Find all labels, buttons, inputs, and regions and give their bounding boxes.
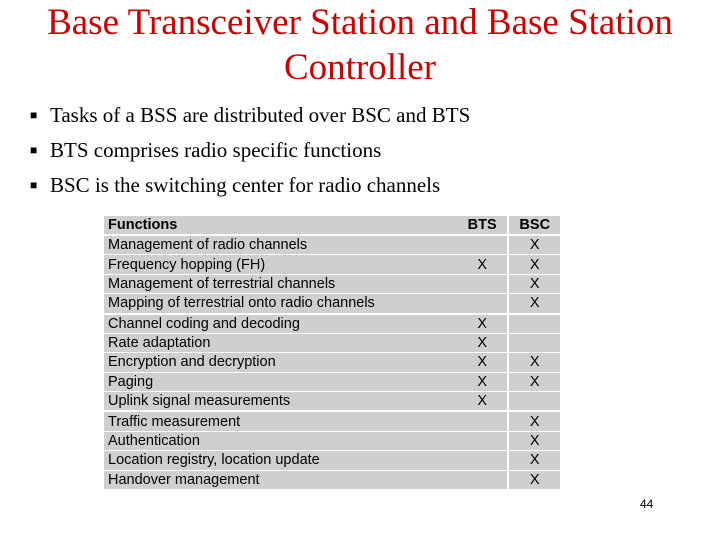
table-row — [104, 274, 560, 293]
bsc-cell — [508, 392, 560, 412]
bsc-cell — [508, 333, 560, 352]
bts-cell: X — [477, 373, 487, 390]
bts-cell: X — [477, 393, 487, 410]
bts-cell — [457, 431, 509, 450]
bsc-cell: X — [508, 255, 560, 274]
function-cell: Authentication — [108, 433, 200, 450]
table-group — [104, 314, 560, 412]
page-number: 44 — [640, 497, 654, 511]
bts-cell — [457, 411, 509, 431]
bts-cell — [457, 294, 509, 314]
function-cell: Traffic measurement — [108, 413, 241, 430]
bts-cell: X — [477, 335, 487, 352]
bsc-cell — [508, 314, 560, 334]
bts-cell — [457, 235, 509, 255]
table-group — [104, 411, 560, 489]
function-cell: Paging — [108, 373, 154, 390]
function-cell: Uplink signal measurements — [108, 393, 291, 410]
bsc-cell: X — [508, 431, 560, 450]
table-row — [104, 451, 560, 470]
bts-cell: X — [477, 354, 487, 371]
square-bullet-icon: ■ — [30, 143, 38, 157]
function-cell: Channel coding and decoding — [108, 315, 300, 332]
table-header-row — [104, 216, 560, 235]
header-bsc: BSC — [508, 216, 560, 235]
table-row — [104, 294, 560, 314]
table-row — [104, 411, 560, 431]
function-cell: Encryption and decryption — [108, 354, 276, 371]
table-group — [104, 235, 560, 314]
function-cell: Handover management — [108, 471, 260, 488]
table-row — [104, 431, 560, 450]
bts-cell: X — [477, 256, 487, 273]
bsc-cell: X — [508, 411, 560, 431]
slide-title-line-1: Base Transceiver Station and Base Station — [47, 2, 673, 43]
function-cell: Mapping of terrestrial onto radio channels — [108, 295, 375, 312]
bullet-text: BSC is the switching center for radio channels — [50, 173, 441, 197]
header-bts: BTS — [457, 216, 509, 235]
table-row — [104, 392, 560, 412]
bts-cell — [457, 274, 509, 293]
bts-cell — [457, 451, 509, 470]
table-row — [104, 235, 560, 255]
bsc-cell: X — [508, 451, 560, 470]
bullet-list — [30, 98, 470, 203]
function-cell: Frequency hopping (FH) — [108, 256, 266, 273]
table-row — [104, 333, 560, 352]
bullet-item — [30, 98, 470, 133]
functions-table — [104, 216, 560, 489]
bts-cell: X — [477, 315, 487, 332]
bullet-text: Tasks of a BSS are distributed over BSC and BTS — [50, 103, 471, 127]
function-cell: Management of terrestrial channels — [108, 275, 336, 292]
table-row — [104, 255, 560, 274]
table-row — [104, 372, 560, 391]
slide-title-line-2: Controller — [283, 47, 437, 88]
table-row — [104, 314, 560, 334]
bts-cell — [457, 470, 509, 489]
square-bullet-icon: ■ — [30, 178, 38, 192]
square-bullet-icon: ■ — [30, 108, 38, 122]
bsc-cell: X — [508, 235, 560, 255]
function-cell: Rate adaptation — [108, 335, 211, 352]
bsc-cell: X — [508, 274, 560, 293]
bsc-cell: X — [508, 470, 560, 489]
function-cell: Management of radio channels — [108, 237, 308, 254]
bsc-cell: X — [508, 353, 560, 372]
table-row — [104, 353, 560, 372]
header-functions: Functions — [104, 216, 457, 235]
bullet-text: BTS comprises radio specific functions — [50, 138, 382, 162]
bullet-item — [30, 168, 470, 203]
function-cell: Location registry, location update — [108, 452, 320, 469]
bullet-item — [30, 133, 470, 168]
functions-table-grid — [104, 216, 560, 489]
bsc-cell: X — [508, 294, 560, 314]
slide-title — [0, 0, 720, 90]
bsc-cell: X — [508, 372, 560, 391]
table-row — [104, 470, 560, 489]
